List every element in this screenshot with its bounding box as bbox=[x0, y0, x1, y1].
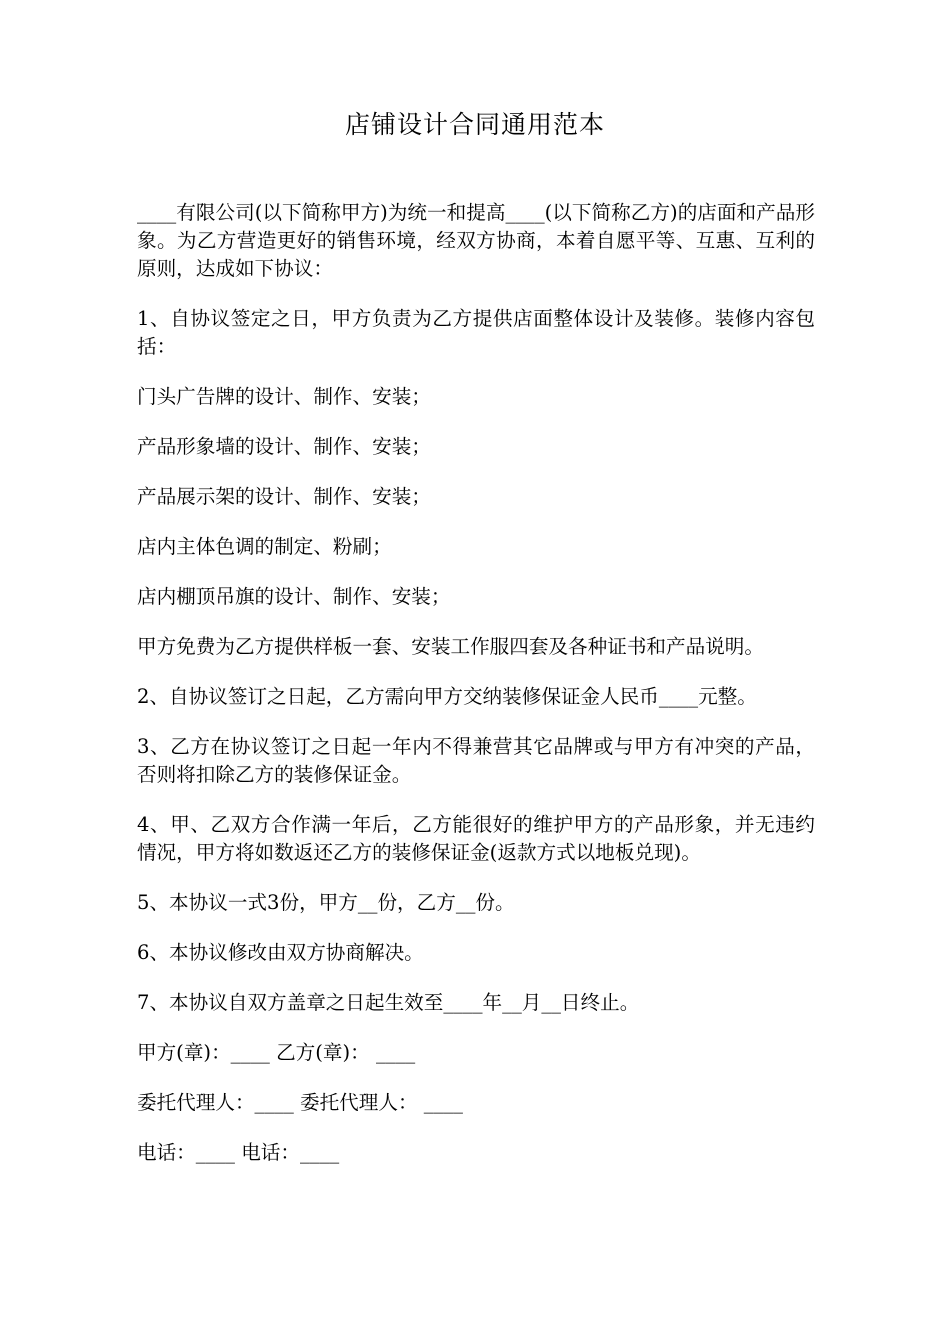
clause-3: 3、乙方在协议签订之日起一年内不得兼营其它品牌或与甲方有冲突的产品，否则将扣除乙方的装修保证金。 bbox=[137, 735, 815, 786]
decoration-item-image-wall: 产品形象墙的设计、制作、安装； bbox=[137, 435, 431, 458]
intro-paragraph: ____有限公司(以下简称甲方)为统一和提高____(以下简称乙方)的店面和产品形象。为乙方营造更好的销售环境，经双方协商，本着自愿平等、互惠、互利的原则，达成如下协议： bbox=[137, 201, 815, 280]
clause-1: 1、自协议签定之日，甲方负责为乙方提供店面整体设计及装修。装修内容包括： bbox=[137, 307, 815, 358]
contract-body bbox=[137, 199, 815, 1189]
decoration-item-signboard: 门头广告牌的设计、制作、安装； bbox=[137, 385, 431, 408]
clause-6: 6、本协议修改由双方协商解决。 bbox=[137, 941, 424, 964]
clause-5: 5、本协议一式3份，甲方__份，乙方__份。 bbox=[137, 891, 515, 914]
clause-7: 7、本协议自双方盖章之日起生效至____年__月__日终止。 bbox=[137, 991, 640, 1014]
clause-4: 4、甲、乙双方合作满一年后，乙方能很好的维护甲方的产品形象，并无违约情况，甲方将如数返还乙方的装修保证金(返款方式以地板兑现)。 bbox=[137, 813, 815, 864]
signature-agent-line: 委托代理人：____ 委托代理人： ____ bbox=[137, 1091, 463, 1114]
signature-phone-line: 电话：____ 电话：____ bbox=[137, 1141, 340, 1164]
signature-seal-line: 甲方(章)：____ 乙方(章)： ____ bbox=[137, 1041, 416, 1064]
page-title: 店铺设计合同通用范本 bbox=[344, 110, 605, 139]
decoration-item-display-rack: 产品展示架的设计、制作、安装； bbox=[137, 485, 431, 508]
free-supplies-paragraph: 甲方免费为乙方提供样板一套、安装工作服四套及各种证书和产品说明。 bbox=[137, 635, 764, 658]
decoration-item-color-tone: 店内主体色调的制定、粉刷； bbox=[137, 535, 392, 558]
clause-2: 2、自协议签订之日起，乙方需向甲方交纳装修保证金人民币____元整。 bbox=[137, 685, 757, 708]
decoration-item-ceiling-flags: 店内棚顶吊旗的设计、制作、安装； bbox=[137, 585, 451, 608]
